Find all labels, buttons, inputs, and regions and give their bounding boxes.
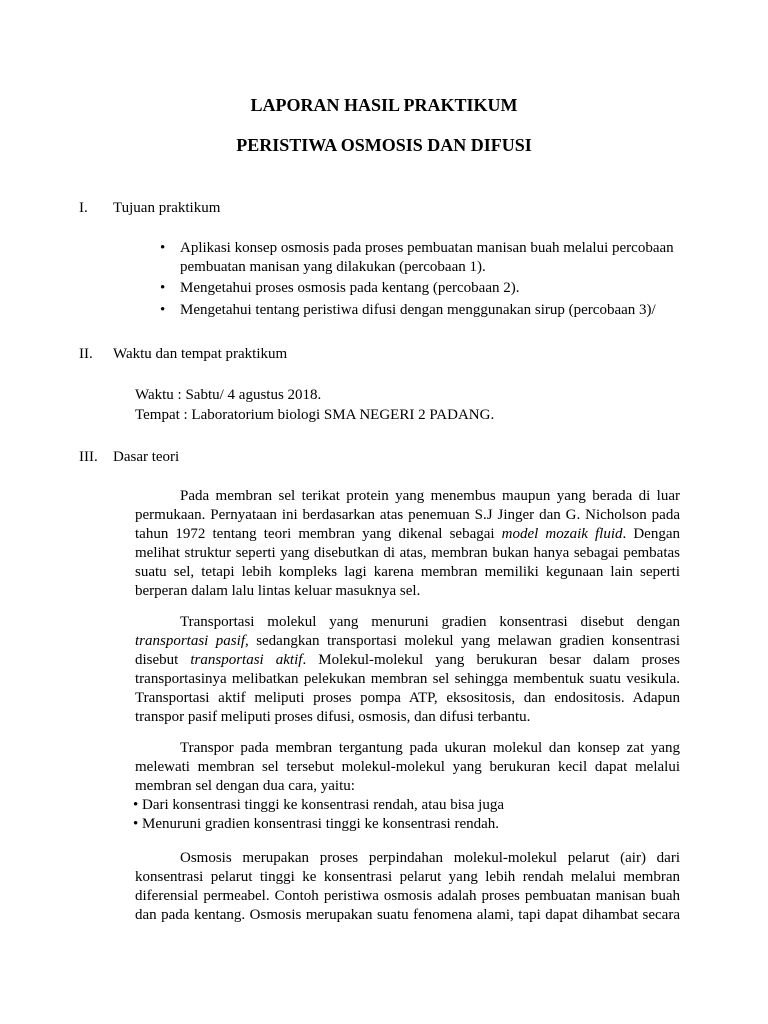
paragraph-line: melewati membran sel tersebut molekul-molekul yang berukuran kecil dapat melalui [135,759,680,775]
paragraph-line: membran sel dengan dua cara, yaitu: [135,778,355,794]
text-run: , sedangkan transportasi molekul yang melawan gradien konsentrasi [244,633,680,649]
bullet-icon: • [160,302,166,318]
bullet-text: Mengetahui tentang peristiwa difusi dengan menggunakan sirup (percobaan 3)/ [180,302,656,318]
paragraph-line [135,632,680,651]
paragraph-line: Transportasi molekul yang menuruni gradien konsentrasi disebut dengan [180,614,680,630]
text-run: tahun 1972 tentang teori membran yang dikenal sebagai [135,526,502,542]
paragraph-line: permukaan. Pernyataan ini berdasarkan atas penemuan S.J Jinger dan G. Nicholson pada [135,507,680,523]
section-3-title: Dasar teori [113,449,180,465]
paragraph-line: Transportasi aktif meliputi proses pompa ATP, eksositosis, dan endositosis. Adapun [135,690,680,706]
list-item [160,279,700,298]
paragraph-line [135,525,680,544]
text-run: disebut [135,652,191,668]
bullet-text-continued: pembuatan manisan yang dilakukan (percobaan 1). [180,259,486,275]
list-item [160,301,700,320]
list-item [133,815,499,834]
paragraph-line: Osmosis merupakan proses perpindahan molekul-molekul pelarut (air) dari [180,850,680,866]
italic-term: transportasi pasif [135,633,245,649]
paragraph-line: konsentrasi pelarut tinggi ke konsentrasi pelarut yang lebih rendah melalui membran [135,869,680,885]
bullet-text: Menuruni gradien konsentrasi tinggi ke konsentrasi rendah. [142,816,500,832]
list-item [160,239,700,277]
bullet-text: Dari konsentrasi tinggi ke konsentrasi rendah, atau bisa juga [142,797,505,813]
bullet-icon: • [133,797,139,813]
section-1-number: I. [79,200,88,216]
section-1-title: Tujuan praktikum [113,200,221,216]
list-item [133,796,504,815]
tempat-line: Tempat : Laboratorium biologi SMA NEGERI 2 PADANG. [135,407,495,423]
paragraph-line: suatu sel, tetapi lebih kompleks lagi karena membran memiliki kegunaan lain seperti [135,564,680,580]
title-line-1: LAPORAN HASIL PRAKTIKUM [250,95,518,115]
section-3-number: III. [79,449,98,465]
paragraph-4 [135,849,680,925]
section-2-number: II. [79,346,93,362]
paragraph-2 [135,613,680,727]
italic-term: transportasi aktif [190,652,303,668]
paragraph-line: dan pada kentang. Osmosis merupakan suatu fenomena alami, tapi dapat dihambat secara [135,907,680,923]
paragraph-line: transportasinya melibatkan pelekukan membran sel sehingga membentuk suatu vesikula. [135,671,680,687]
paragraph-line: Pada membran sel terikat protein yang menembus maupun yang berada di luar [180,488,680,504]
paragraph-line: melihat struktur seperti yang disebutkan di atas, membran bukan hanya sebagai pembatas [135,545,680,561]
title-line-2: PERISTIWA OSMOSIS DAN DIFUSI [236,135,532,155]
bullet-text: Mengetahui proses osmosis pada kentang (percobaan 2). [180,280,520,296]
paragraph-line: berperan dalam lalu lintas keluar masuknya sel. [135,583,421,599]
bullet-icon: • [160,280,166,296]
section-2-title: Waktu dan tempat praktikum [113,346,288,362]
section-1-bullet-list [160,239,700,320]
text-run: . Dengan [622,526,680,542]
bullet-icon: • [160,240,166,256]
paragraph-1 [135,487,680,601]
bullet-text: Aplikasi konsep osmosis pada proses pembuatan manisan buah melalui percobaan [180,240,674,256]
paragraph-3 [135,739,680,796]
paragraph-line: transpor pasif meliputi proses difusi, osmosis, dan difusi terbantu. [135,709,531,725]
paragraph-line: Transpor pada membran tergantung pada ukuran molekul dan konsep zat yang [180,740,680,756]
italic-term: model mozaik fluid [501,526,623,542]
text-run: . Molekul-molekul yang berukuran besar dalam proses [302,652,680,668]
paragraph-line: diferensial permeabel. Contoh peristiwa osmosis adalah proses pembuatan manisan buah [135,888,680,904]
paragraph-line [135,651,680,670]
waktu-line: Waktu : Sabtu/ 4 agustus 2018. [135,387,322,403]
bullet-icon: • [133,816,139,832]
